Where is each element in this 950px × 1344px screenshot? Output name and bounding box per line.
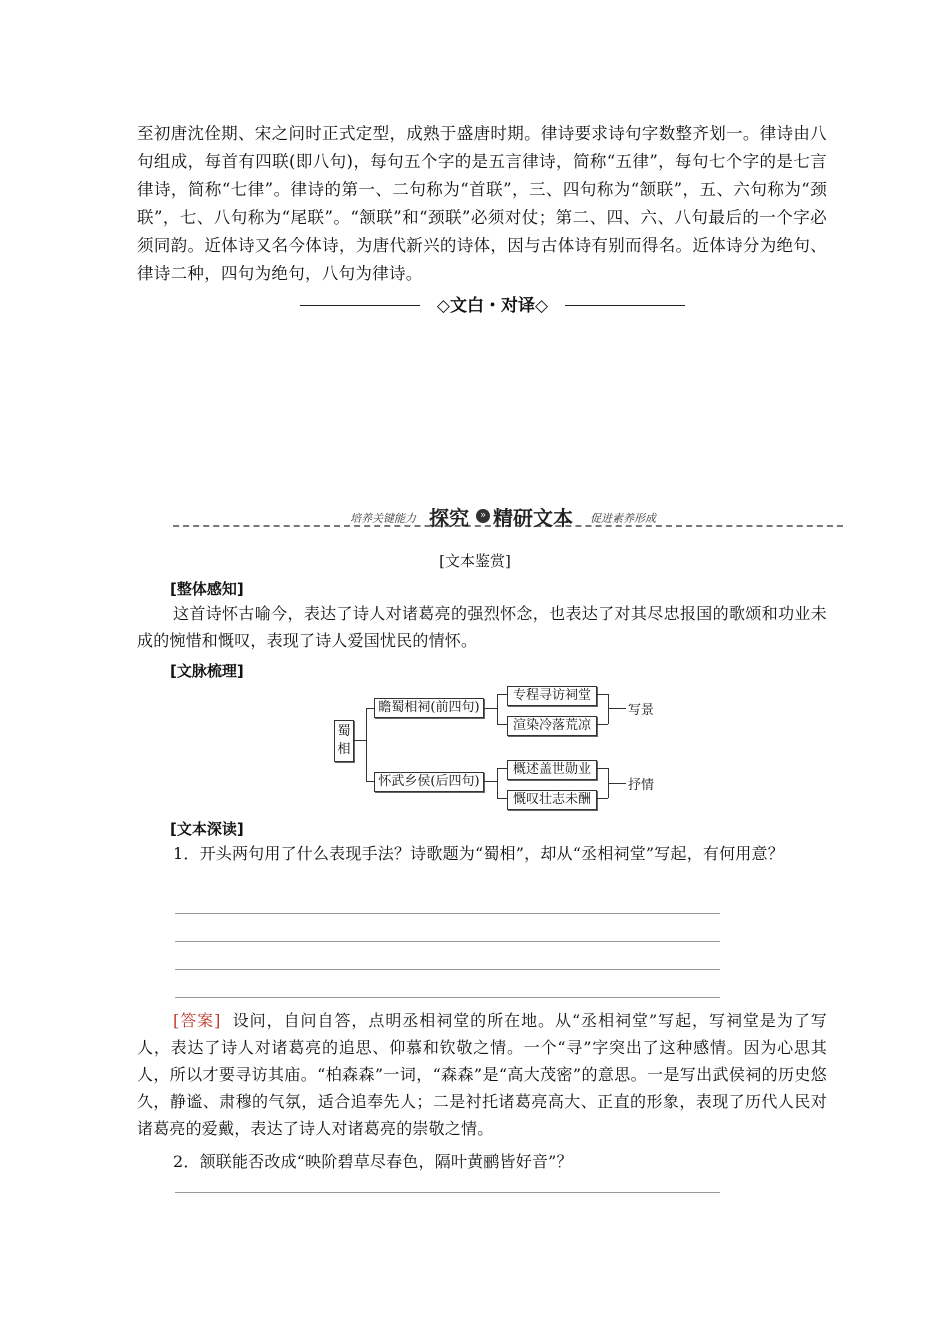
intro-paragraph: 至初唐沈佺期、宋之问时正式定型，成熟于盛唐时期。律诗要求诗句字数整齐划一。律诗由八句组成，每首有四联(即八句)，每句五个字的是五言律诗，简称“五律”，每句七个字的是七言律诗，简称“七律”。律诗的第一、二句称为“首联”，三、四句称为“颔联”，五、六句称为“颈联”，七、八句称为“尾联”。“颔联”和“颈联”必须对仗；第二、四、六、八句最后的一个字必须同韵。近体诗又名今体诗，为唐代新兴的诗体，因与古体诗有别而得名。近体诗分为绝句、律诗二种，四句为绝句，八句为律诗。: [137, 124, 827, 283]
answer-line: [175, 1192, 720, 1193]
answer-line: [175, 997, 720, 998]
divider-title: ◇文白・对译◇: [433, 296, 552, 316]
banner-right-text: 促进素养形成: [590, 512, 656, 525]
diagram-item-3: 概述盖世勋业: [507, 760, 597, 780]
answer-line: [175, 969, 720, 970]
diagram-tag-2: 抒情: [628, 778, 655, 793]
diagram-branch-2: 怀武乡侯(后四句): [374, 772, 484, 792]
diagram-tag-1: 写景: [628, 703, 655, 718]
diagram-root: 蜀相: [334, 720, 354, 762]
diagram-item-4: 慨叹壮志未酬: [507, 790, 597, 810]
section-banner: [173, 502, 843, 532]
banner-big-right: 精研文本: [493, 506, 573, 530]
banner-arrow-icon: »: [476, 509, 490, 523]
overall-text: 这首诗怀古喻今，表达了诗人对诸葛亮的强烈怀念，也表达了对其尽忠报国的歌颂和功业未成的惋惜和慨叹，表现了诗人爱国忧民的情怀。: [137, 604, 827, 650]
answer-1: [137, 1007, 827, 1142]
diagram-item-2: 渲染冷落荒凉: [507, 716, 597, 736]
overall-label: [整体感知]: [170, 580, 244, 598]
diagram-branch-1: 瞻蜀相祠(前四句): [374, 698, 484, 718]
banner-left-text: 培养关键能力: [350, 512, 416, 525]
answer-line: [175, 913, 720, 914]
question-2: 2．颔联能否改成“映阶碧草尽春色，隔叶黄鹂皆好音”？: [173, 1152, 573, 1171]
answer-tag: [答案]: [173, 1011, 221, 1030]
section-title: [文本鉴赏]: [439, 552, 511, 570]
question-1: 1．开头两句用了什么表现手法？诗歌题为“蜀相”，却从“丞相祠堂”写起，有何用意？: [173, 844, 784, 863]
structure-label: [文脉梳理]: [170, 662, 244, 680]
diagram-item-1: 专程寻访祠堂: [507, 686, 597, 706]
banner-big-left: 探究: [429, 506, 469, 530]
answer-line: [175, 941, 720, 942]
structure-diagram: [330, 688, 670, 818]
answer-1-text: 设问，自问自答，点明丞相祠堂的所在地。从“丞相祠堂”写起，写祠堂是为了写人，表达了诗人对诸葛亮的追思、仰慕和钦敬之情。一个“寻”字突出了这种感情。因为心思其人，所以才要寻访其庙。“柏森森”一词，“森森”是“高大茂密”的意思。一是写出武侯祠的历史悠久，静谧、肃穆的气氛，适合追奉先人；二是衬托诸葛亮高大、正直的形象，表现了历代人民对诸葛亮的爱戴，表达了诗人对诸葛亮的崇敬之情。: [137, 1011, 827, 1138]
deep-read-label: [文本深读]: [170, 820, 244, 838]
section-divider: [300, 292, 685, 320]
